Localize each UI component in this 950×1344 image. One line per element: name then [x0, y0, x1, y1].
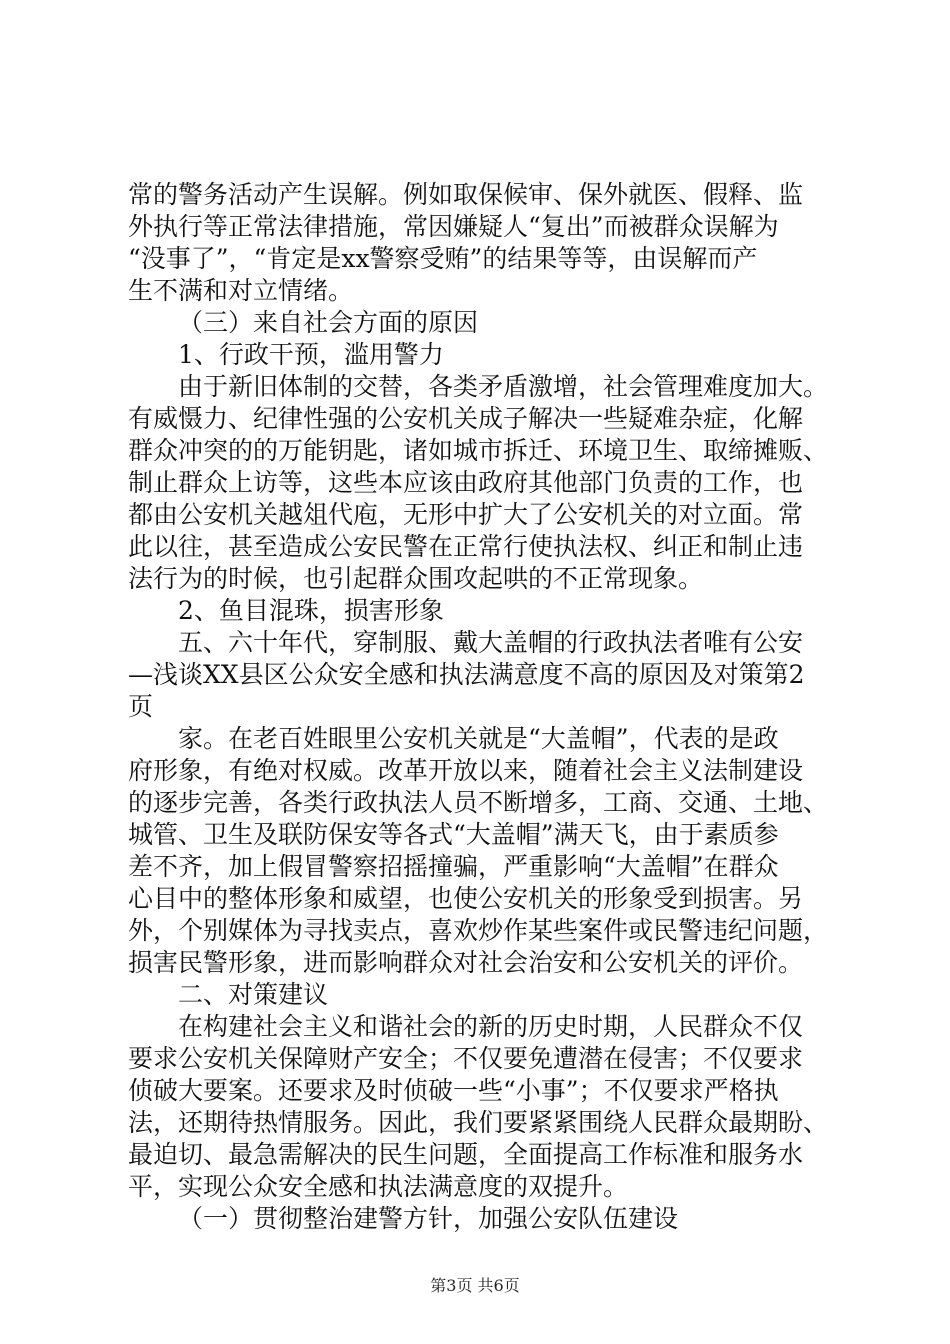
- text-line: 此以往，甚至造成公安民警在正常行使执法权、纠正和制止违: [128, 532, 804, 561]
- text-line: 平，实现公众安全感和执法满意度的双提升。: [128, 1172, 629, 1201]
- text-line: 生不满和对立情绪。: [128, 276, 354, 305]
- text-line: 有威慑力、纪律性强的公安机关成子解决一些疑难杂症，化解: [128, 404, 804, 433]
- text-line: 在构建社会主义和谐社会的新的历史时期，人民群众不仅: [178, 1012, 804, 1041]
- text-line: 五、六十年代，穿制服、戴大盖帽的行政执法者唯有公安: [178, 628, 804, 657]
- text-line: 都由公安机关越俎代庖，无形中扩大了公安机关的对立面。常: [128, 500, 804, 529]
- text-line: 常的警务活动产生误解。例如取保候审、保外就医、假释、监: [128, 180, 804, 209]
- inserted-title-line: 页: [128, 692, 154, 721]
- text-line: 由于新旧体制的交替，各类矛盾激增，社会管理难度加大。: [178, 372, 829, 401]
- text-line: 法，还期待热情服务。因此，我们要紧紧围绕人民群众最期盼、: [128, 1108, 829, 1137]
- page-footer: 第3页 共6页: [430, 1276, 520, 1295]
- text-line: 差不齐，加上假冒警察招摇撞骗，严重影响“大盖帽”在群众: [128, 852, 779, 881]
- text-line: 家。在老百姓眼里公安机关就是“大盖帽”，代表的是政: [178, 724, 779, 753]
- text-line: 外，个别媒体为寻找卖点，喜欢炒作某些案件或民警违纪问题，: [128, 916, 829, 945]
- section-heading: （三）来自社会方面的原因: [178, 308, 479, 337]
- subsection-heading: 2、鱼目混珠，损害形象: [178, 596, 444, 625]
- text-line: 府形象，有绝对权威。改革开放以来，随着社会主义法制建设: [128, 756, 804, 785]
- text-line: “没事了”，“肯定是xx警察受贿”的结果等等，由误解而产: [128, 244, 758, 273]
- subsection-heading: （一）贯彻整治建警方针，加强公安队伍建设: [178, 1204, 679, 1233]
- text-line: 法行为的时候，也引起群众围攻起哄的不正常现象。: [128, 564, 704, 593]
- text-line: 城管、卫生及联防保安等各式“大盖帽”满天飞，由于素质参: [128, 820, 779, 849]
- inserted-title-line: —浅谈XX县区公众安全感和执法满意度不高的原因及对策第2: [128, 660, 805, 689]
- text-line: 侦破大要案。还要求及时侦破一些“小事”；不仅要求严格执: [128, 1076, 779, 1105]
- text-line: 的逐步完善，各类行政执法人员不断增多，工商、交通、土地、: [128, 788, 829, 817]
- text-line: 制止群众上访等，这些本应该由政府其他部门负责的工作，也: [128, 468, 804, 497]
- text-line: 要求公安机关保障财产安全；不仅要免遭潜在侵害；不仅要求: [128, 1044, 804, 1073]
- section-heading: 二、对策建议: [178, 980, 329, 1009]
- text-line: 群众冲突的的万能钥匙，诸如城市拆迁、环境卫生、取缔摊贩、: [128, 436, 829, 465]
- text-line: 心目中的整体形象和威望，也使公安机关的形象受到损害。另: [128, 884, 804, 913]
- text-line: 最迫切、最急需解决的民生问题，全面提高工作标准和服务水: [128, 1140, 804, 1169]
- subsection-heading: 1、行政干预，滥用警力: [178, 340, 444, 369]
- text-line: 外执行等正常法律措施，常因嫌疑人“复出”而被群众误解为: [128, 212, 779, 241]
- text-line: 损害民警形象，进而影响群众对社会治安和公安机关的评价。: [128, 948, 804, 977]
